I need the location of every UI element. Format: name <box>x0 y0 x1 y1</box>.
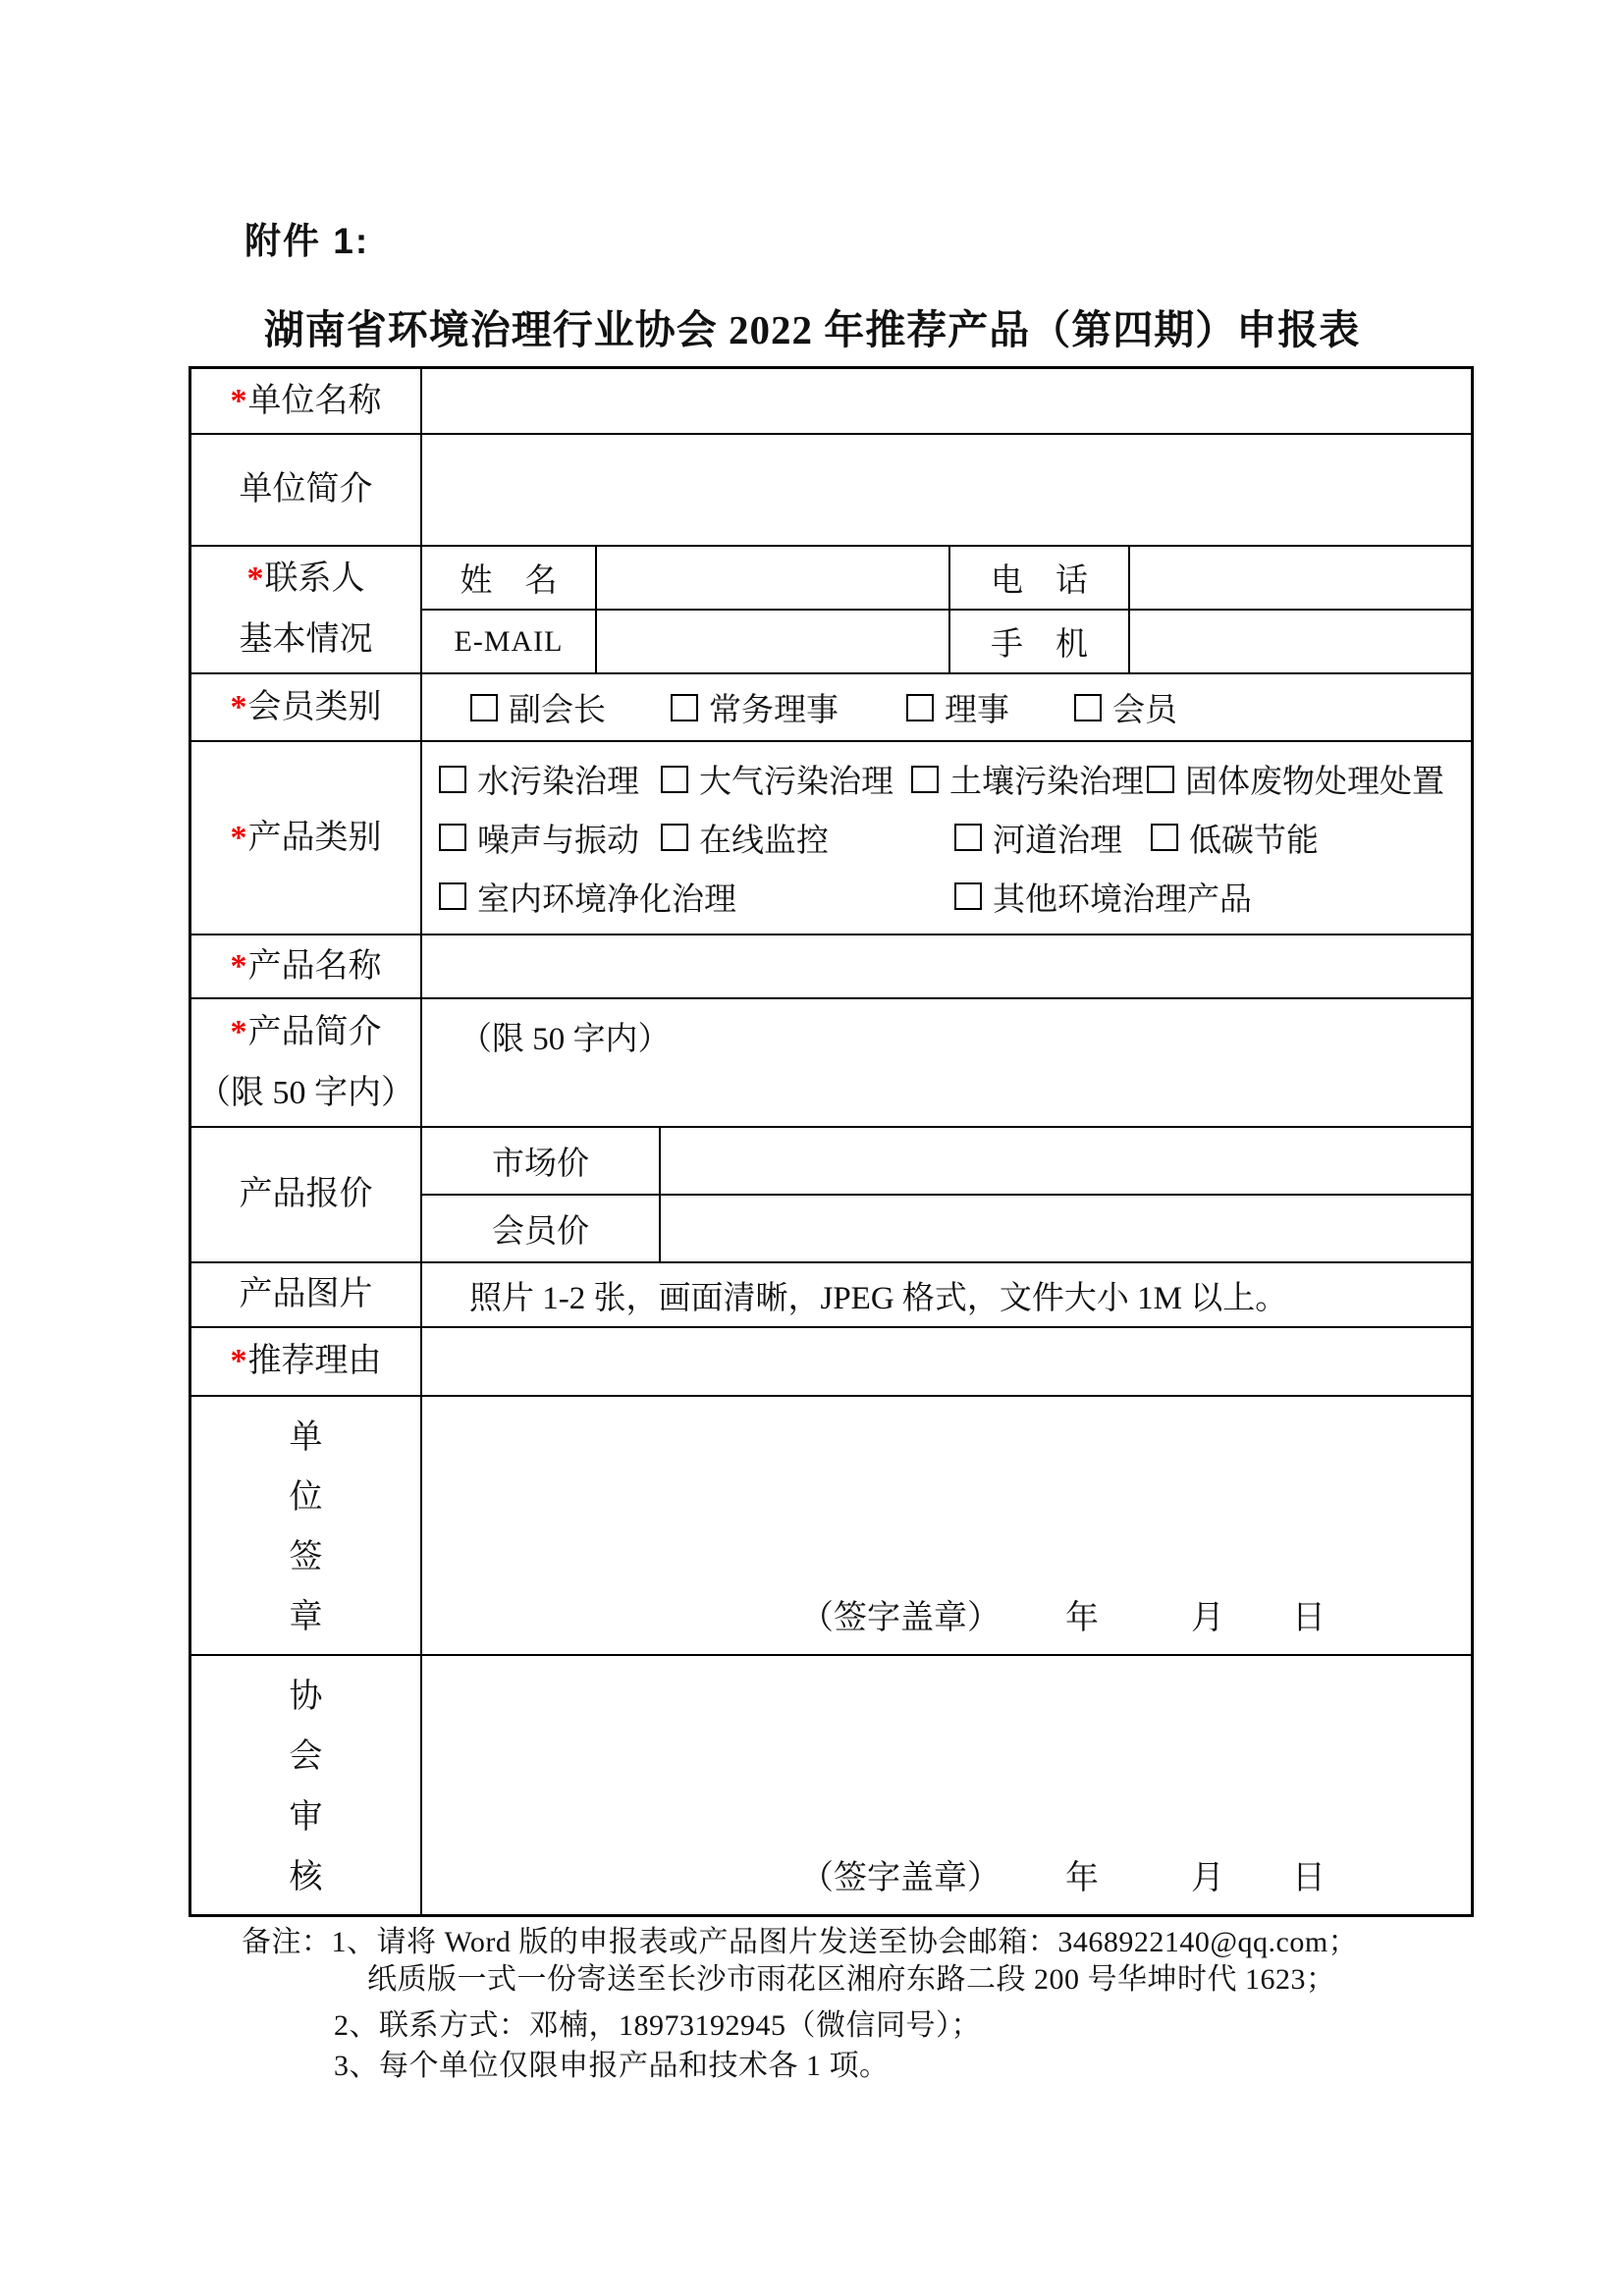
product-intro-label-line2: （限 50 字内） <box>197 1074 414 1111</box>
contact-phone-input[interactable] <box>1130 547 1471 609</box>
table-row <box>191 740 1471 934</box>
checkbox-icon[interactable] <box>439 882 466 910</box>
product-image-note: 照片 1-2 张，画面清晰，JPEG 格式，文件大小 1M 以上。 <box>469 1280 1288 1316</box>
table-row <box>191 1395 1471 1654</box>
checkbox-icon[interactable] <box>1147 766 1174 793</box>
category-option-indoor: 室内环境净化治理 <box>439 874 954 920</box>
product-category-options <box>422 742 1471 934</box>
unit-intro-label-text: 单位简介 <box>239 471 373 507</box>
day-label: 日 <box>1292 1860 1326 1896</box>
unit-seal-area[interactable] <box>422 1397 1471 1654</box>
required-asterisk: * <box>230 1013 247 1050</box>
product-price-label <box>191 1128 422 1261</box>
member-option-vice-president: 副会长 <box>470 684 671 730</box>
category-option-water: 水污染治理 <box>439 756 661 802</box>
category-option-soil: 土壤污染治理 <box>911 756 1147 802</box>
day-label: 日 <box>1292 1600 1326 1636</box>
table-row <box>191 1126 1471 1261</box>
member-price-subrow <box>422 1196 1471 1261</box>
assoc-review-char: 会 <box>289 1738 323 1776</box>
year-label: 年 <box>1065 1600 1099 1636</box>
application-form-table <box>189 366 1474 1917</box>
product-image-label <box>191 1263 422 1326</box>
sign-stamp-hint: （签字盖章） <box>800 1860 1001 1896</box>
product-name-label-text: *产品名称 <box>230 947 382 985</box>
unit-seal-char: 单 <box>289 1419 323 1456</box>
year-label: 年 <box>1065 1860 1099 1896</box>
category-option-noise: 噪声与振动 <box>439 815 661 861</box>
member-type-label <box>191 674 422 740</box>
contact-label <box>191 547 422 672</box>
member-option-director: 理事 <box>906 684 1074 730</box>
checkbox-icon[interactable] <box>661 824 688 851</box>
unit-name-label <box>191 369 422 433</box>
table-row <box>191 1326 1471 1395</box>
footer-note-2: 纸质版一式一份寄送至长沙市雨花区湘府东路二段 200 号华坤时代 1623； <box>367 1963 1336 1996</box>
product-category-line1 <box>422 756 1471 802</box>
product-category-line3 <box>422 874 1471 920</box>
contact-phone-label: 电 话 <box>950 547 1130 609</box>
checkbox-icon[interactable] <box>1151 824 1178 851</box>
contact-name-input[interactable] <box>597 547 950 609</box>
required-asterisk: * <box>230 947 247 985</box>
unit-name-label-text: *单位名称 <box>230 382 382 419</box>
checkbox-icon[interactable] <box>671 694 698 721</box>
product-intro-hint: （限 50 字内） <box>460 1022 671 1057</box>
contact-label-line1: *联系人 <box>246 561 365 597</box>
assoc-review-char: 协 <box>289 1679 323 1715</box>
assoc-review-char: 核 <box>289 1858 323 1896</box>
contact-fields <box>422 547 1471 672</box>
member-option-member: 会员 <box>1074 684 1177 730</box>
assoc-review-area[interactable] <box>422 1656 1471 1914</box>
product-category-label-text: *产品类别 <box>230 819 382 856</box>
market-price-subrow <box>422 1128 1471 1196</box>
unit-seal-char: 章 <box>289 1599 323 1635</box>
contact-name-label: 姓 名 <box>422 547 597 609</box>
table-row <box>191 1261 1471 1326</box>
category-option-low-carbon: 低碳节能 <box>1151 815 1319 861</box>
contact-label-line2: 基本情况 <box>239 621 373 658</box>
category-option-river: 河道治理 <box>954 815 1151 861</box>
product-price-fields <box>422 1128 1471 1261</box>
product-category-line2 <box>422 815 1471 861</box>
unit-intro-input[interactable] <box>422 435 1471 545</box>
contact-email-label: E-MAIL <box>422 611 597 672</box>
market-price-label: 市场价 <box>422 1128 661 1194</box>
category-option-solid-waste: 固体废物处理处置 <box>1147 756 1444 802</box>
table-row <box>191 433 1471 545</box>
table-row <box>191 1654 1471 1914</box>
table-row <box>191 369 1471 433</box>
product-category-label <box>191 742 422 934</box>
sign-stamp-hint: （签字盖章） <box>800 1600 1001 1636</box>
assoc-review-label <box>191 1656 422 1914</box>
product-image-label-text: 产品图片 <box>239 1276 373 1312</box>
page-title: 湖南省环境治理行业协会 2022 年推荐产品（第四期）申报表 <box>263 307 1361 352</box>
product-intro-label-line1: *产品简介 <box>230 1013 382 1050</box>
product-intro-label <box>191 999 422 1126</box>
checkbox-icon[interactable] <box>906 694 934 721</box>
category-option-other: 其他环境治理产品 <box>954 874 1252 920</box>
product-name-label <box>191 935 422 997</box>
table-row <box>191 672 1471 740</box>
month-label: 月 <box>1191 1860 1224 1896</box>
checkbox-icon[interactable] <box>911 766 939 793</box>
product-intro-input[interactable] <box>422 999 1471 1126</box>
member-price-label: 会员价 <box>422 1196 661 1261</box>
required-asterisk: * <box>230 382 247 419</box>
month-label: 月 <box>1191 1600 1224 1636</box>
unit-seal-char: 签 <box>289 1539 323 1575</box>
product-price-label-text: 产品报价 <box>239 1176 373 1212</box>
contact-subrow-2 <box>422 611 1471 672</box>
table-row <box>191 934 1471 997</box>
required-asterisk: * <box>246 561 264 597</box>
unit-intro-label <box>191 435 422 545</box>
contact-subrow-1 <box>422 547 1471 611</box>
member-price-input[interactable] <box>661 1196 1471 1261</box>
contact-email-input[interactable] <box>597 611 950 672</box>
checkbox-icon[interactable] <box>439 824 466 851</box>
checkbox-icon[interactable] <box>1074 694 1102 721</box>
recommendation-label <box>191 1328 422 1395</box>
contact-mobile-input[interactable] <box>1130 611 1471 672</box>
contact-mobile-label: 手 机 <box>950 611 1130 672</box>
checkbox-icon[interactable] <box>439 766 466 793</box>
table-row <box>191 545 1471 672</box>
member-type-options <box>422 674 1471 740</box>
unit-seal-label <box>191 1397 422 1654</box>
table-row <box>191 997 1471 1126</box>
unit-seal-char: 位 <box>289 1479 323 1516</box>
checkbox-icon[interactable] <box>470 694 498 721</box>
required-asterisk: * <box>230 688 247 725</box>
checkbox-icon[interactable] <box>661 766 688 793</box>
market-price-input[interactable] <box>661 1128 1471 1194</box>
member-type-label-text: *会员类别 <box>230 688 382 725</box>
checkbox-icon[interactable] <box>954 824 982 851</box>
required-asterisk: * <box>230 1343 247 1379</box>
category-option-online-monitoring: 在线监控 <box>661 815 954 861</box>
member-option-executive-director: 常务理事 <box>671 684 906 730</box>
category-option-air: 大气污染治理 <box>661 756 911 802</box>
product-name-input[interactable] <box>422 935 1471 997</box>
footer-note-4: 3、每个单位仅限申报产品和技术各 1 项。 <box>334 2050 890 2082</box>
checkbox-icon[interactable] <box>954 882 982 910</box>
required-asterisk: * <box>230 819 247 856</box>
footer-note-3: 2、联系方式：邓楠，18973192945（微信同号）； <box>334 2009 981 2042</box>
recommendation-input[interactable] <box>422 1328 1471 1395</box>
attachment-label: 附件 1: <box>244 221 370 261</box>
assoc-review-char: 审 <box>289 1798 323 1836</box>
recommendation-label-text: *推荐理由 <box>230 1343 382 1379</box>
unit-name-input[interactable] <box>422 369 1471 433</box>
footer-note-1: 备注：1、请将 Word 版的申报表或产品图片发送至协会邮箱：3468922140@qq.com； <box>242 1926 1359 1958</box>
